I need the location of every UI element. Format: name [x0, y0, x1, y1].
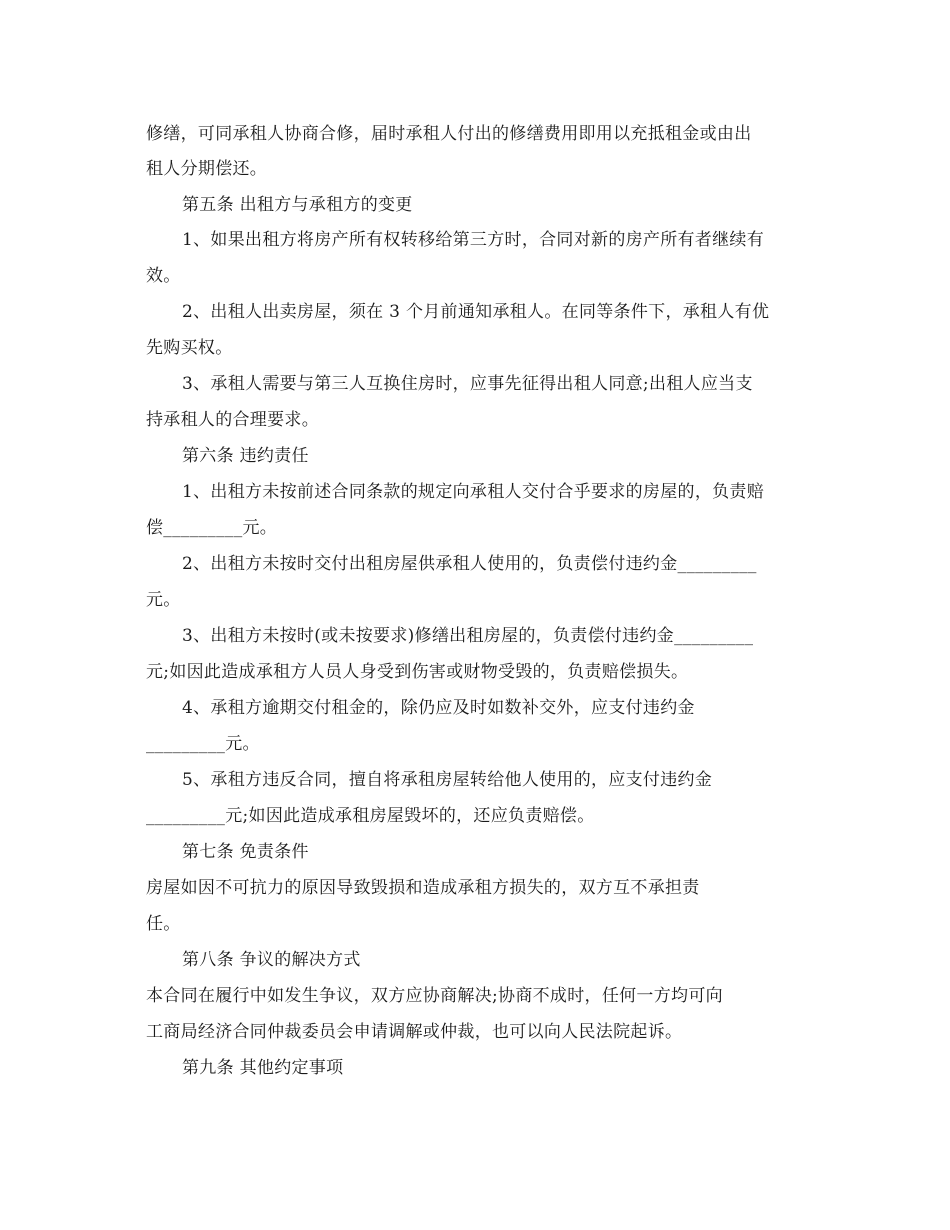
text-line: 效。	[146, 266, 181, 286]
text-line: 1、出租方未按前述合同条款的规定向承租人交付合乎要求的房屋的，负责赔	[182, 482, 765, 502]
section-heading: 第六条 违约责任	[182, 446, 309, 466]
text-line: 房屋如因不可抗力的原因导致毁损和造成承租方损失的，双方互不承担责	[146, 878, 700, 898]
text-line: 工商局经济合同仲裁委员会申请调解或仲裁，也可以向人民法院起诉。	[146, 1022, 683, 1042]
text-line: 元。	[146, 590, 181, 610]
section-heading: 第八条 争议的解决方式	[182, 950, 361, 970]
section-heading: 第九条 其他约定事项	[182, 1058, 344, 1078]
text-line: 持承租人的合理要求。	[146, 410, 319, 430]
text-line: 先购买权。	[146, 338, 233, 358]
text-line: 元;如因此造成承租方人员人身受到伤害或财物受毁的，负责赔偿损失。	[146, 662, 689, 682]
text-line: 3、出租方未按时(或未按要求)修缮出租房屋的，负责偿付违约金_________	[182, 626, 754, 646]
section-heading: 第七条 免责条件	[182, 842, 309, 862]
text-line: 修缮，可同承租人协商合修，届时承租人付出的修缮费用即用以充抵租金或由出	[146, 124, 752, 144]
text-line: _________元;如因此造成承租房屋毁坏的，还应负责赔偿。	[146, 806, 595, 826]
text-line: 5、承租方违反合同，擅自将承租房屋转给他人使用的，应支付违约金	[182, 770, 713, 790]
text-line: 2、出租人出卖房屋，须在 3 个月前通知承租人。在同等条件下，承租人有优	[182, 302, 770, 322]
text-line: 3、承租人需要与第三人互换住房时，应事先征得出租人同意;出租人应当支	[182, 374, 753, 394]
text-line: 2、出租方未按时交付出租房屋供承租人使用的，负责偿付违约金_________	[182, 554, 757, 574]
text-line: 任。	[146, 914, 181, 934]
text-line: _________元。	[146, 734, 260, 754]
text-line: 租人分期偿还。	[146, 159, 268, 179]
text-line: 偿_________元。	[146, 518, 278, 538]
text-line: 4、承租方逾期交付租金的，除仍应及时如数补交外，应支付违约金	[182, 698, 695, 718]
text-line: 本合同在履行中如发生争议，双方应协商解决;协商不成时，任何一方均可向	[146, 986, 723, 1006]
text-line: 1、如果出租方将房产所有权转移给第三方时，合同对新的房产所有者继续有	[182, 230, 765, 250]
section-heading: 第五条 出租方与承租方的变更	[182, 195, 413, 215]
